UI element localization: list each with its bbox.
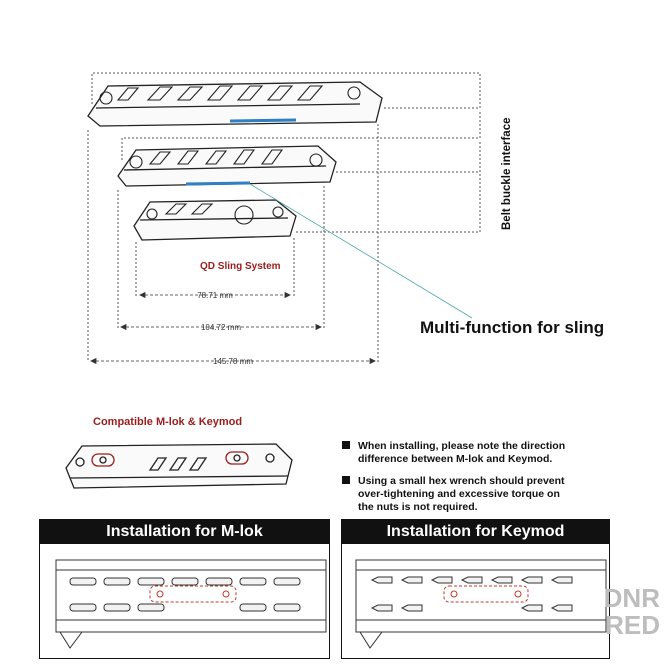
mlok-panel-title: Installation for M-lok [39,519,330,544]
mid-rail [118,146,336,186]
short-rail [134,200,296,240]
headline: Multi-function for sling [420,318,605,337]
note-hex-wrench: Using a small hex wrench should prevent over-tightening and excessive torque on the nuts is not required. [342,475,662,514]
bullet-icon [342,476,350,484]
qd-sling-label: QD Sling System [200,261,281,272]
mid-rail-blue-mark [186,183,250,184]
dim-mid-label: 104.72 mm [200,323,242,332]
compatible-label: Compatible M-lok & Keymod [93,416,243,428]
keymod-panel-title: Installation for Keymod [341,519,610,544]
long-rail-blue-mark [230,120,296,121]
dim-long-label: 145.78 mm [212,357,254,366]
note-direction: When installing, please note the direction difference between M-lok and Keymod. [342,440,662,466]
dim-short-label: 78.71 mm [197,291,233,300]
bullet-icon [342,441,350,449]
watermark: DNR RED [603,583,660,640]
compatible-rail [66,444,292,488]
belt-buckle-label: Belt buckle interface [501,117,513,230]
long-rail [88,82,382,126]
teal-leader [250,184,472,318]
